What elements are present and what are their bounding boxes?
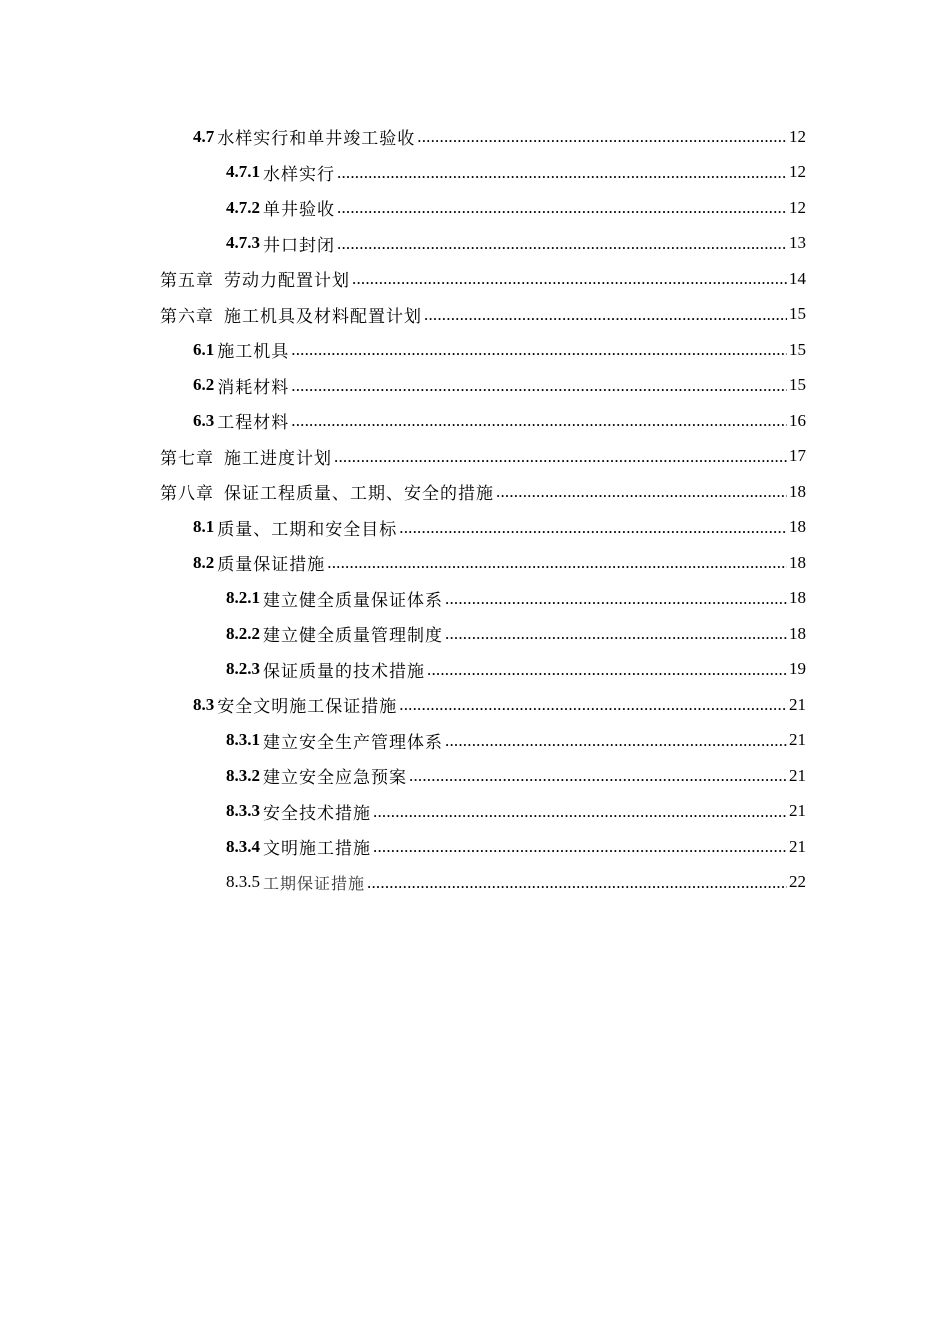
toc-entry-8-2-1[interactable]: [0, 581, 950, 617]
toc-entry-number: 第七章: [160, 448, 214, 469]
toc-entry-page: 17: [789, 446, 806, 466]
toc-entry-number: 6.1: [193, 339, 215, 359]
toc-entry-title: 质量保证措施: [217, 555, 326, 576]
toc-entry-8-3-1[interactable]: [0, 723, 950, 759]
toc-entry-number: 第六章: [160, 306, 214, 327]
toc-entry-8-3-5[interactable]: [0, 865, 950, 901]
toc-dot-leader: [337, 235, 787, 252]
toc-entry-chapter-7[interactable]: [0, 439, 950, 475]
toc-entry-number: 8.3.3: [226, 801, 260, 821]
toc-dot-leader: [327, 554, 787, 571]
toc-entry-page: 19: [789, 659, 806, 679]
toc-entry-4-7[interactable]: [0, 119, 950, 155]
toc-entry-title: 文明施工措施: [263, 839, 371, 860]
toc-entry-number: 8.2: [193, 552, 215, 572]
toc-entry-8-1[interactable]: [0, 510, 950, 546]
toc-entry-title: 消耗材料: [217, 377, 290, 398]
toc-entry-page: 15: [789, 375, 806, 395]
toc-entry-number: 4.7.1: [226, 162, 260, 182]
toc-dot-leader: [496, 483, 787, 500]
toc-entry-page: 18: [789, 552, 806, 572]
toc-dot-leader: [445, 590, 787, 607]
toc-entry-8-3-4[interactable]: [0, 829, 950, 865]
toc-entry-number: 6.2: [193, 375, 215, 395]
toc-dot-leader: [427, 661, 787, 678]
toc-dot-leader: [409, 767, 787, 784]
toc-dot-leader: [445, 732, 787, 749]
toc-entry-title: 施工机具及材料配置计划: [224, 306, 422, 327]
toc-entry-title: 水样实行和单井竣工验收: [217, 129, 416, 150]
toc-entry-page: 18: [789, 623, 806, 643]
toc-entry-number: 8.3.5: [226, 872, 260, 892]
toc-entry-6-2[interactable]: [0, 368, 950, 404]
toc-entry-title: 建立健全质量保证体系: [263, 590, 443, 611]
toc-entry-page: 18: [789, 588, 806, 608]
toc-entry-title: 水样实行: [263, 164, 335, 185]
toc-dot-leader: [367, 874, 787, 891]
toc-entry-8-3[interactable]: [0, 687, 950, 723]
toc-entry-title: 工期保证措施: [263, 873, 366, 893]
toc-entry-number: 8.2.3: [226, 659, 260, 679]
toc-entry-number: 第八章: [160, 484, 214, 505]
toc-entry-chapter-6[interactable]: [0, 297, 950, 333]
toc-entry-title: 保证工程质量、工期、安全的措施: [224, 484, 494, 505]
toc-entry-page: 12: [789, 126, 806, 146]
toc-entry-title: 保证质量的技术措施: [263, 661, 425, 682]
toc-entry-page: 21: [789, 836, 806, 856]
toc-entry-8-2-3[interactable]: [0, 652, 950, 688]
toc-dot-leader: [399, 696, 787, 713]
toc-dot-leader: [445, 625, 787, 642]
toc-entry-number: 4.7.2: [226, 197, 260, 217]
toc-entry-4-7-1[interactable]: [0, 155, 950, 191]
toc-entry-6-1[interactable]: [0, 332, 950, 368]
toc-entry-number: 8.3.4: [226, 836, 260, 856]
toc-entry-page: 13: [789, 233, 806, 253]
toc-entry-title: 劳动力配置计划: [224, 271, 350, 292]
toc-entry-title: 建立安全应急预案: [263, 768, 407, 789]
toc-entry-8-3-2[interactable]: [0, 758, 950, 794]
toc-entry-number: 8.3.2: [226, 765, 260, 785]
toc-entry-page: 18: [789, 517, 806, 537]
toc-entry-page: 22: [789, 872, 806, 892]
table-of-contents: [0, 119, 950, 900]
toc-entry-page: 18: [789, 481, 806, 501]
toc-entry-page: 21: [789, 730, 806, 750]
toc-entry-title: 施工进度计划: [224, 448, 332, 469]
toc-dot-leader: [291, 341, 787, 358]
toc-entry-number: 8.3: [193, 694, 215, 714]
toc-entry-title: 井口封闭: [263, 235, 335, 256]
toc-entry-chapter-5[interactable]: [0, 261, 950, 297]
toc-dot-leader: [424, 306, 787, 323]
toc-dot-leader: [373, 803, 787, 820]
toc-entry-title: 建立安全生产管理体系: [263, 732, 443, 753]
toc-entry-8-2[interactable]: [0, 545, 950, 581]
toc-dot-leader: [373, 838, 787, 855]
toc-entry-number: 8.3.1: [226, 730, 260, 750]
toc-dot-leader: [417, 128, 787, 145]
toc-dot-leader: [399, 519, 787, 536]
toc-entry-title: 安全技术措施: [263, 803, 371, 824]
toc-dot-leader: [337, 164, 787, 181]
toc-entry-page: 12: [789, 197, 806, 217]
toc-entry-number: 6.3: [193, 410, 215, 430]
toc-dot-leader: [337, 199, 787, 216]
toc-entry-title: 建立健全质量管理制度: [263, 626, 443, 647]
toc-entry-number: 4.7: [193, 126, 215, 146]
toc-entry-number: 第五章: [160, 271, 214, 292]
toc-entry-page: 21: [789, 801, 806, 821]
toc-entry-4-7-3[interactable]: [0, 226, 950, 262]
toc-entry-page: 16: [789, 410, 806, 430]
toc-entry-8-3-3[interactable]: [0, 794, 950, 830]
toc-entry-4-7-2[interactable]: [0, 190, 950, 226]
toc-dot-leader: [334, 448, 787, 465]
toc-entry-page: 21: [789, 694, 806, 714]
toc-entry-number: 4.7.3: [226, 233, 260, 253]
toc-dot-leader: [291, 412, 787, 429]
toc-dot-leader: [352, 270, 787, 287]
toc-entry-title: 质量、工期和安全目标: [217, 519, 398, 540]
toc-entry-chapter-8[interactable]: [0, 474, 950, 510]
toc-entry-title: 工程材料: [217, 413, 290, 434]
toc-entry-6-3[interactable]: [0, 403, 950, 439]
toc-entry-title: 安全文明施工保证措施: [217, 697, 398, 718]
toc-entry-title: 单井验收: [263, 200, 335, 221]
toc-entry-page: 12: [789, 162, 806, 182]
toc-dot-leader: [291, 377, 787, 394]
toc-entry-number: 8.2.2: [226, 623, 260, 643]
toc-entry-page: 21: [789, 765, 806, 785]
toc-entry-8-2-2[interactable]: [0, 616, 950, 652]
toc-entry-page: 15: [789, 304, 806, 324]
toc-entry-number: 8.1: [193, 517, 215, 537]
toc-entry-page: 14: [789, 268, 806, 288]
toc-entry-title: 施工机具: [217, 342, 290, 363]
toc-entry-page: 15: [789, 339, 806, 359]
toc-entry-number: 8.2.1: [226, 588, 260, 608]
